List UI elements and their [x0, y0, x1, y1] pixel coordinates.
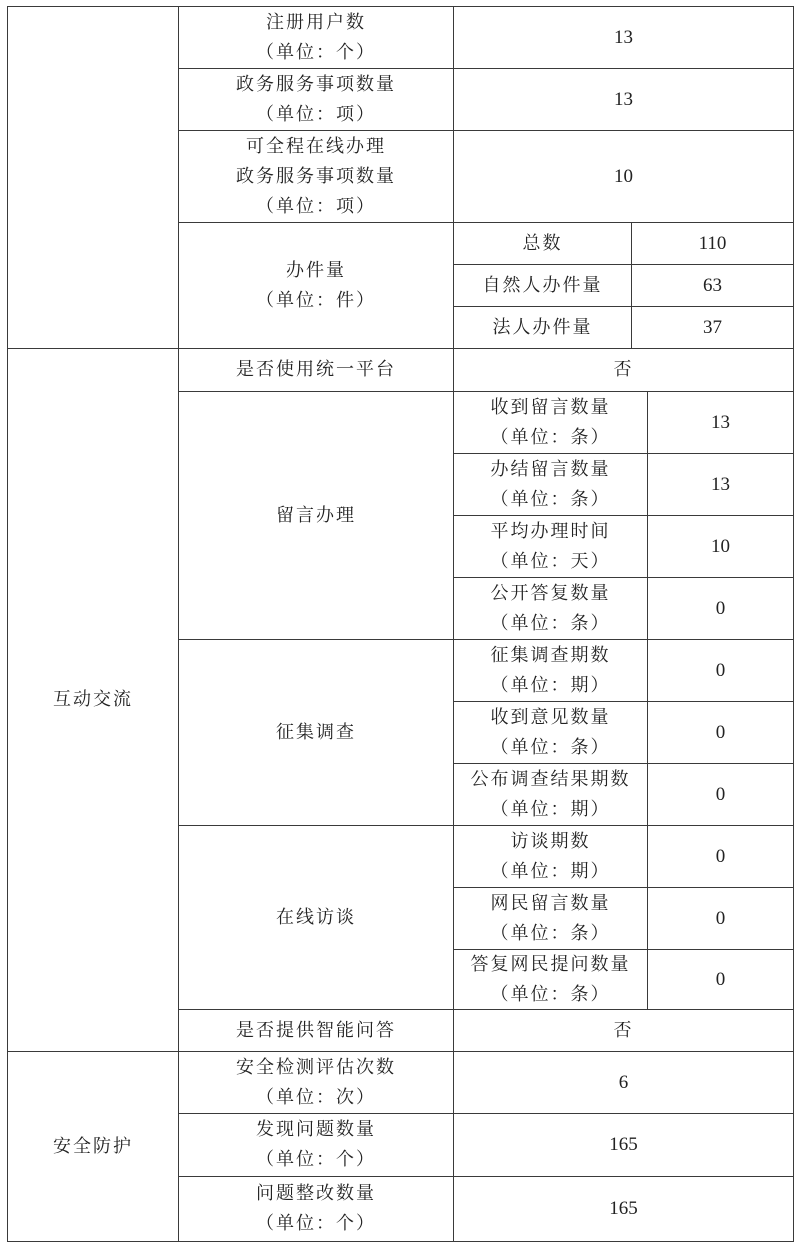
- row-label-unified-platform: [178, 348, 454, 392]
- sub-label-legal-person: [453, 306, 632, 349]
- row-label-issues-fixed: [178, 1176, 454, 1242]
- sub-label-messages-closed: [453, 453, 648, 516]
- value-issues-fixed: 165: [453, 1176, 794, 1242]
- sub-value-survey-periods: 0: [647, 639, 794, 702]
- row-label-online-interview: [178, 825, 454, 1010]
- unit-line: （单位：条）: [490, 983, 611, 1005]
- sub-label-avg-handling-time: [453, 515, 648, 578]
- unit-line: （单位：次）: [256, 1086, 376, 1108]
- unit-line: （单位：期）: [490, 674, 611, 696]
- label-line: 收到留言数量: [490, 396, 611, 418]
- sub-value-public-replies: 0: [647, 577, 794, 640]
- label-line: 安全检测评估次数: [236, 1056, 396, 1078]
- label-line: 总数: [522, 232, 563, 254]
- unit-line: （单位：期）: [490, 860, 611, 882]
- category-security: [7, 1051, 179, 1242]
- value-service-items: 13: [453, 68, 794, 131]
- label-line: 在线访谈: [276, 906, 356, 928]
- sub-value-legal-person: 37: [631, 306, 794, 349]
- sub-label-opinions-received: [453, 701, 648, 764]
- value-online-service-items: 10: [453, 130, 794, 223]
- row-label-online-service-items: [178, 130, 454, 223]
- unit-line: （单位：期）: [490, 798, 611, 820]
- unit-line: （单位：条）: [490, 612, 611, 634]
- row-label-service-items: [178, 68, 454, 131]
- label-line: 公布调查结果期数: [470, 768, 631, 790]
- sub-label-total: [453, 222, 632, 265]
- label-line: 访谈期数: [510, 830, 591, 852]
- sub-label-messages-received: [453, 391, 648, 454]
- category-label: 安全防护: [53, 1135, 133, 1157]
- sub-value-interview-periods: 0: [647, 825, 794, 888]
- sub-label-interview-periods: [453, 825, 648, 888]
- sub-value-messages-closed: 13: [647, 453, 794, 516]
- row-label-survey: [178, 639, 454, 826]
- sub-value-avg-handling-time: 10: [647, 515, 794, 578]
- label-line: 法人办件量: [492, 316, 593, 338]
- category-cell-empty: [7, 6, 179, 349]
- row-label-security-assessments: [178, 1051, 454, 1114]
- label-line: 是否提供智能问答: [236, 1019, 396, 1041]
- unit-line: （单位：项）: [256, 195, 376, 217]
- label-line: 收到意见数量: [490, 706, 611, 728]
- label-line: 可全程在线办理: [246, 135, 386, 157]
- sub-value-natural-person: 63: [631, 264, 794, 307]
- unit-line: （单位：个）: [256, 1149, 376, 1170]
- unit-line: （单位：件）: [256, 289, 376, 311]
- sub-label-netizen-messages: [453, 887, 648, 950]
- category-interaction: [7, 348, 179, 1052]
- unit-line: （单位：条）: [490, 736, 611, 758]
- unit-line: （单位：条）: [490, 426, 611, 448]
- unit-line: （单位：条）: [490, 922, 611, 944]
- unit-line: （单位：项）: [256, 103, 376, 125]
- label-line: 发现问题数量: [256, 1119, 376, 1140]
- label-line: 留言办理: [276, 504, 356, 526]
- sub-label-public-replies: [453, 577, 648, 640]
- sub-value-questions-answered: 0: [647, 949, 794, 1010]
- sub-label-natural-person: [453, 264, 632, 307]
- unit-line: （单位：个）: [256, 41, 376, 63]
- value-security-assessments: 6: [453, 1051, 794, 1114]
- label-line: 网民留言数量: [490, 892, 611, 914]
- sub-value-netizen-messages: 0: [647, 887, 794, 950]
- label-line: 平均办理时间: [490, 520, 611, 542]
- row-label-issues-found: [178, 1113, 454, 1177]
- sub-label-results-published: [453, 763, 648, 826]
- unit-line: （单位：个）: [256, 1213, 376, 1234]
- sub-value-opinions-received: 0: [647, 701, 794, 764]
- sub-label-survey-periods: [453, 639, 648, 702]
- label-line: 办结留言数量: [490, 458, 611, 480]
- sub-label-questions-answered: [453, 949, 648, 1010]
- category-label: 互动交流: [53, 689, 133, 710]
- label-line: 政务服务事项数量: [236, 73, 396, 95]
- label-line: 问题整改数量: [256, 1183, 376, 1204]
- value-registered-users: 13: [453, 6, 794, 69]
- value-unified-platform: 否: [453, 348, 794, 392]
- row-label-message-handling: [178, 391, 454, 640]
- unit-line: （单位：条）: [490, 488, 611, 510]
- label-line: 自然人办件量: [482, 274, 603, 296]
- row-label-case-volume: [178, 222, 454, 349]
- label-line: 注册用户数: [266, 11, 366, 33]
- value-smart-qa: 否: [453, 1009, 794, 1052]
- unit-line: （单位：天）: [490, 550, 611, 572]
- label-line: 答复网民提问数量: [470, 953, 631, 975]
- label-line: 办件量: [286, 259, 346, 281]
- label-line: 是否使用统一平台: [236, 359, 396, 380]
- sub-value-results-published: 0: [647, 763, 794, 826]
- sub-value-total: 110: [631, 222, 794, 265]
- label-line: 征集调查: [276, 721, 356, 743]
- label-line: 政务服务事项数量: [236, 165, 396, 187]
- label-line: 征集调查期数: [490, 644, 611, 666]
- row-label-registered-users: [178, 6, 454, 69]
- row-label-smart-qa: [178, 1009, 454, 1052]
- sub-value-messages-received: 13: [647, 391, 794, 454]
- value-issues-found: 165: [453, 1113, 794, 1177]
- label-line: 公开答复数量: [490, 582, 611, 604]
